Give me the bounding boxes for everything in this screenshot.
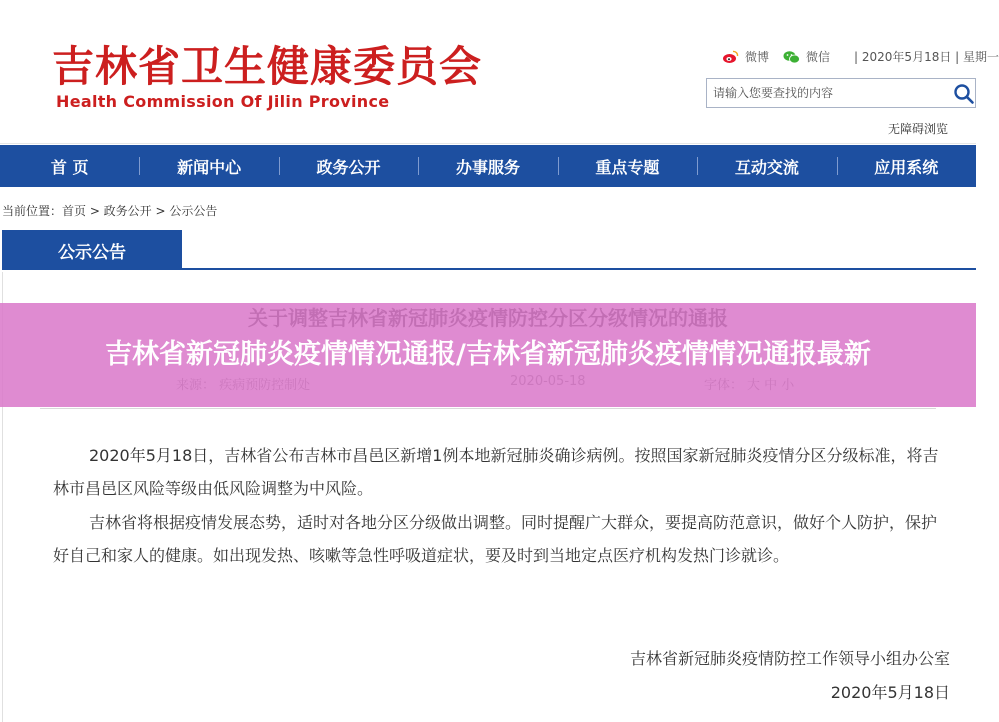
section-tab-announcements[interactable]: 公示公告 bbox=[2, 230, 182, 270]
article-paragraph: 吉林省将根据疫情发展态势，适时对各地分区分级做出调整。同时提醒广大群众，要提高防范意识，做好个人防护，保护好自己和家人的健康。如出现发热、咳嗽等急性呼吸道症状，要及时到当地定点医疗机构发热门诊就诊。 bbox=[53, 513, 938, 565]
site-title-english: Health Commission Of Jilin Province bbox=[56, 92, 390, 111]
main-nav bbox=[0, 145, 976, 187]
nav-item-services[interactable]: 办事服务 bbox=[418, 155, 557, 178]
weibo-link[interactable]: 微博 bbox=[745, 50, 770, 64]
article-signature-date: 2020年5月18日 bbox=[830, 683, 950, 702]
nav-item-applications[interactable]: 应用系统 bbox=[837, 155, 976, 178]
search-icon[interactable] bbox=[953, 83, 975, 105]
header-date: | 2020年5月18日 | 星期一 bbox=[854, 50, 999, 64]
article-paragraph: 2020年5月18日，吉林省公布吉林市昌邑区新增1例本地新冠肺炎确诊病例。按照国家新冠肺炎疫情分区分级标准，将吉林市昌邑区风险等级由低风险调整为中风险。 bbox=[53, 446, 939, 498]
article-signature: 吉林省新冠肺炎疫情防控工作领导小组办公室 bbox=[629, 649, 950, 668]
site-header bbox=[0, 0, 999, 144]
nav-item-home[interactable]: 首 页 bbox=[50, 157, 89, 177]
section-header bbox=[2, 230, 976, 270]
header-links bbox=[722, 48, 999, 65]
nav-item-interaction[interactable]: 互动交流 bbox=[697, 155, 836, 178]
breadcrumb[interactable]: 当前位置：首页 > 政务公开 > 公示公告 bbox=[2, 204, 218, 218]
article-divider bbox=[40, 408, 936, 409]
weibo-icon[interactable] bbox=[722, 50, 739, 64]
overlay-title: 吉林省新冠肺炎疫情情况通报/吉林省新冠肺炎疫情情况通报最新 bbox=[105, 339, 871, 370]
search-box bbox=[706, 78, 976, 108]
nav-item-government-affairs[interactable]: 政务公开 bbox=[279, 155, 418, 178]
nav-item-news[interactable]: 新闻中心 bbox=[139, 155, 278, 178]
wechat-link[interactable]: 微信 bbox=[806, 50, 831, 64]
wechat-icon[interactable] bbox=[783, 50, 800, 64]
search-input[interactable] bbox=[707, 79, 955, 107]
accessibility-link[interactable]: 无障碍浏览 bbox=[888, 122, 949, 136]
title-overlay-banner bbox=[0, 303, 976, 407]
site-title[interactable]: 吉林省卫生健康委员会 bbox=[52, 42, 483, 91]
nav-item-topics[interactable]: 重点专题 bbox=[558, 155, 697, 178]
